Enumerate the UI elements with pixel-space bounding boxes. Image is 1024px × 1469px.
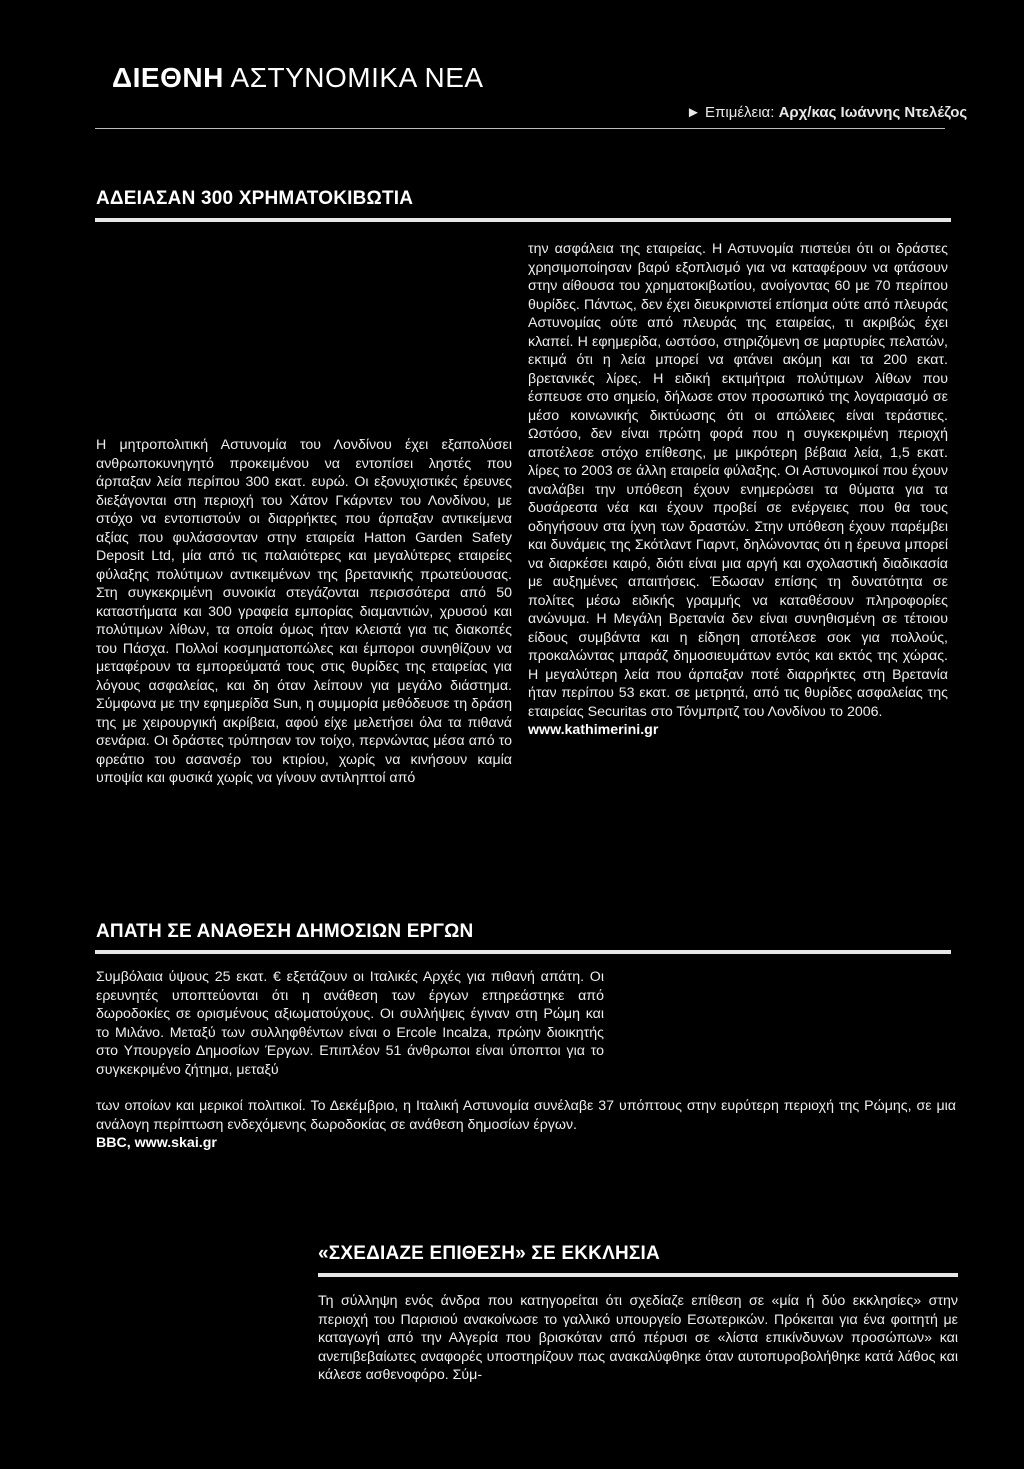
article-body: Συμβόλαια ύψους 25 εκατ. € εξετάζουν οι Ιταλικές Αρχές για πιθανή απάτη. Οι ερευνητές υποπτεύονται ότι η ανάθεση των έργων επηρεάστηκε από δωροδοκίες σε ορισμένους αξιωματούχους. Οι συλλήψεις έγιναν στη Ρώμη και το Μιλάνο. Μεταξύ των συλληφθέντων είναι ο Ercole Incalza, πρώην διοικητής στο Υπουργείο Δημοσίων Έργων. Επιπλέον 51 άνθρωποι είναι ύποπτοι για το συγκεκριμένο ζήτημα, μεταξύ [96,969,604,1078]
article-body: την ασφάλεια της εταιρείας. Η Αστυνομία πιστεύει ότι οι δράστες χρησιμοποίησαν βαρύ εξοπλισμό για να καταφέρουν να φτάσουν στην αίθουσα του χρηματοκιβωτίου, ανοίγοντας 60 με 70 περίπου θυρίδες. Πάντως, δεν έχει διευκρινιστεί επίσημα ούτε από πλευράς Αστυνομίας ούτε από πλευράς της εταιρείας, τι ακριβώς έχει κλαπεί. Η εφημερίδα, ωστόσο, στηριζόμενη σε μαρτυρίες πελατών, εκτιμά ότι η λεία μπορεί να φτάνει ακόμη και τα 200 εκατ. βρετανικές λίρες. Η ειδική εκτιμήτρια πολύτιμων λίθων που έσπευσε στο σημείο, δήλωσε στον προσωπικό της λογαριασμό σε μέσο κοινωνικής δικτύωσης ότι οι απώλειες είναι τεράστιες. Ωστόσο, δεν είναι πρώτη φορά που η συγκεκριμένη περιοχή αποτέλεσε στόχο επίθεσης, με μικρότερη βέβαια λεία, 1,5 εκατ. λίρες το 2003 σε άλλη εταιρεία φύλαξης. Οι Αστυνομικοί που έχουν αναλάβει την υπόθεση έχουν ενημερώσει τα θύματα για τα δυσάρεστα νέα και έχουν προβεί σε ενέργειες που θα τους οδηγήσουν στα ίχνη των δραστών. Στην υπόθεση έχουν παρέμβει και δυνάμεις της Σκότλαντ Γιαρντ, δηλώνοντας ότι η έρευνα μπορεί να διαρκέσει καιρό, διότι είναι μια αργή και σχολαστική διαδικασία με αυξημένες απαιτήσεις. Έδωσαν επίσης τη δυνατότητα σε πολίτες μέσω ειδικής γραμμής να καταθέσουν πληροφορίες ανώνυμα. Η Μεγάλη Βρετανία δεν είναι συνηθισμένη σε τέτοιου είδους συμβάντα και η είδηση αποτέλεσε σοκ για πολλούς, προκαλώντας μπαράζ δημοσιευμάτων εντός και εκτός της χώρας. Η μεγαλύτερη λεία που άρπαξαν ποτέ διαρρήκτες στη Βρετανία ήταν περίπου 53 εκατ. σε μετρητά, από τις θυρίδες ασφαλείας της εταιρείας Securitas στο Τόνμπριτζ του Λονδίνου το 2006. [528,241,948,720]
editor-credit [686,104,967,121]
header-divider [95,128,945,129]
article-right-column [528,240,948,740]
section-title-bold: ΔΙΕΘΝΗ [112,62,224,93]
article-wide-text [96,1097,956,1153]
article-source: www.kathimerini.gr [528,722,659,738]
article-headline: «ΣΧΕΔΙΑΖΕ ΕΠΙΘΕΣΗ» ΣΕ ΕΚΚΛΗΣΙΑ [318,1243,660,1264]
article-narrow-text [96,968,604,1079]
article-body: των οποίων και μερικοί πολιτικοί. Το Δεκέμβριο, η Ιταλική Αστυνομία συνέλαβε 37 υπόπτους στην ευρύτερη περιοχή της Ρώμης, σε μια ανάλογη περίπτωση ενδεχόμενης δωροδοκίας σε ανάθεση δημοσίων έργων. [96,1098,956,1133]
article-body: Η μητροπολιτική Αστυνομία του Λονδίνου έχει εξαπολύσει ανθρωποκυνηγητό προκειμένου να εντοπίσει ληστές που άρπαξαν λεία περίπου 300 εκατ. ευρώ. Οι εξονυχιστικές έρευνες διεξάγονται στη περιοχή του Χάτον Γκάρντεν του Λονδίνου, με στόχο να εντοπιστούν οι διαρρήκτες που άρπαξαν αντικείμενα αξίας που φυλάσσονταν στην εταιρεία Hatton Garden Safety Deposit Ltd, μία από τις παλαιότερες και μεγαλύτερες εταιρείες φύλαξης πολύτιμων αντικειμένων της βρετανικής πρωτεύουσας. Στη συγκεκριμένη συνοικία στεγάζονται περισσότερα από 50 καταστήματα και 300 γραφεία εμπορίας διαμαντιών, χρυσού και πολύτιμων λίθων, τα οποία όμως ήταν κλειστά για τις διακοπές του Πάσχα. Πολλοί κοσμηματοπώλες και έμποροι συνηθίζουν να μεταφέρουν τα εμπορεύματά τους στις θυρίδες της εταιρείας για λόγους ασφαλείας, και δη όταν λείπουν για μεγάλο διάστημα. Σύμφωνα με την εφημερίδα Sun, η συμμορία μεθόδευσε τη δράση της με χειρουργική ακρίβεια, αφού είχε μελετήσει όλα τα πιθανά σενάρια. Οι δράστες τρύπησαν τον τοίχο, περνώντας μέσα από το φρεάτιο του ασανσέρ του κτιρίου, χωρίς να κινήσουν καμία υποψία και φυσικά χωρίς να γίνουν αντιληπτοί από [96,437,512,786]
headline-rule [318,1273,958,1277]
headline-rule [95,218,951,222]
section-title [112,62,484,94]
article-headline: ΑΠΑΤΗ ΣΕ ΑΝΑΘΕΣΗ ΔΗΜΟΣΙΩΝ ΕΡΓΩΝ [96,921,474,942]
section-title-rest: ΑΣΤΥΝΟΜΙΚΑ ΝΕΑ [223,62,484,93]
article-body-column [318,1292,958,1385]
article-body: Τη σύλληψη ενός άνδρα που κατηγορείται ότι σχεδίαζε επίθεση σε «μία ή δύο εκκλησίες» στην περιοχή του Παρισιού ανακοίνωσε το γαλλικό υπουργείο Εσωτερικών. Πρόκειται για ένα φοιτητή με καταγωγή από την Αλγερία που βρισκόταν από πέρυσι σε «λίστα επικίνδυνων προσώπων» και ανεπιβεβαίωτες αναφορές υποστηρίζουν πως ανακαλύφθηκε όταν αυτοπυροβολήθηκε κατά λάθος και κάλεσε ασθενοφόρο. Σύμ- [318,1293,958,1383]
article-headline: ΑΔΕΙΑΣΑΝ 300 ΧΡΗΜΑΤΟΚΙΒΩΤΙΑ [96,188,414,209]
editor-prefix: ► Επιμέλεια: [686,104,779,121]
headline-rule [95,950,951,954]
editor-names: Αρχ/κας Ιωάννης Ντελέζος [778,104,968,121]
article-left-column [96,436,512,788]
article-source: BBC, www.skai.gr [96,1135,217,1151]
